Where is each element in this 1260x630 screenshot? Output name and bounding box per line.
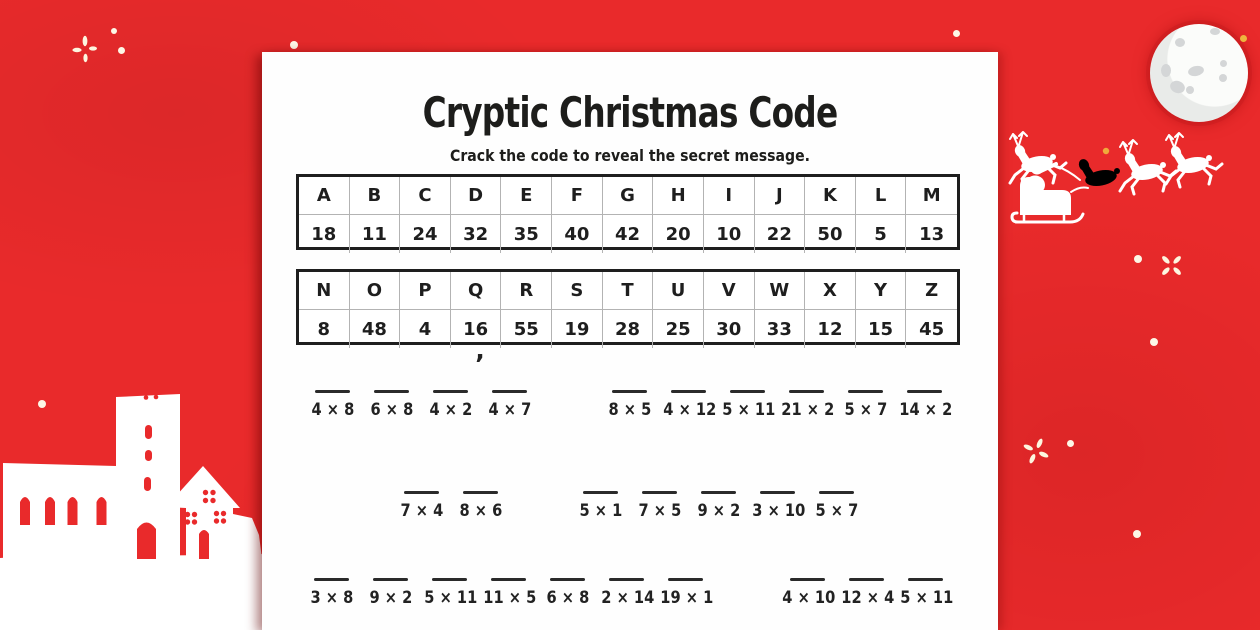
snow-dot — [290, 41, 298, 49]
code-value-cell: 50 — [805, 215, 856, 253]
answer-blank-line — [819, 491, 854, 494]
snow-dot — [111, 28, 117, 34]
answer-word-group — [571, 491, 866, 520]
code-value-cell: 15 — [856, 310, 907, 348]
moon-crater — [1187, 64, 1205, 77]
answer-blank-line — [907, 390, 942, 393]
code-letter-cell: G — [603, 177, 654, 215]
answer-cell — [600, 390, 659, 419]
code-letter-cell: I — [704, 177, 755, 215]
code-value-cell: 40 — [552, 215, 603, 253]
glow-dot — [1240, 35, 1247, 42]
page-title: Cryptic Christmas Code — [422, 88, 838, 137]
answer-cell — [807, 491, 866, 520]
code-value-cell: 42 — [603, 215, 654, 253]
code-letter-cell: W — [755, 272, 806, 310]
worksheet-paper — [262, 52, 998, 630]
answer-blank-line — [701, 491, 736, 494]
answer-blank-line — [314, 578, 349, 581]
multiplication-expression: 3 × 10 — [752, 501, 806, 521]
multiplication-expression: 14 × 2 — [899, 400, 953, 420]
rudolph-glow-dot — [1103, 148, 1109, 154]
answer-cell — [451, 491, 510, 520]
code-letter-cell: R — [501, 272, 552, 310]
multiplication-expression: 6 × 8 — [370, 400, 413, 420]
code-letter-cell: S — [552, 272, 603, 310]
code-letter-cell: M — [906, 177, 957, 215]
code-value-cell: 12 — [805, 310, 856, 348]
code-letter-cell: P — [400, 272, 451, 310]
multiplication-expression: 4 × 12 — [663, 400, 717, 420]
code-value-cell: 10 — [704, 215, 755, 253]
code-letter-cell: K — [805, 177, 856, 215]
answer-cell — [837, 578, 896, 607]
snow-dot — [953, 30, 960, 37]
apostrophe-mark: ’ — [475, 350, 485, 380]
answer-blank-line — [908, 578, 943, 581]
answer-word-group — [392, 491, 510, 520]
answer-blank-line — [642, 491, 677, 494]
answer-word-group — [303, 390, 539, 419]
code-letter-cell: D — [451, 177, 502, 215]
code-value-cell: 24 — [400, 215, 451, 253]
multiplication-expression: 5 × 11 — [722, 400, 776, 420]
answer-blank-line — [373, 578, 408, 581]
answer-blank-line — [760, 491, 795, 494]
answer-cell — [361, 578, 420, 607]
moon-crater — [1220, 60, 1227, 67]
answer-blank-line — [463, 491, 498, 494]
moon-crater — [1175, 38, 1185, 47]
code-letter-cell: H — [653, 177, 704, 215]
multiplication-expression: 8 × 5 — [608, 400, 651, 420]
answer-blank-line — [550, 578, 585, 581]
code-value-cell: 5 — [856, 215, 907, 253]
code-value-cell: 48 — [350, 310, 401, 348]
code-letter-cell: Y — [856, 272, 907, 310]
answer-blank-line — [492, 390, 527, 393]
answer-blank-line — [671, 390, 706, 393]
code-value-cell: 32 — [451, 215, 502, 253]
code-value-cell: 33 — [755, 310, 806, 348]
code-table-a-m — [296, 174, 960, 250]
code-value-cell: 45 — [919, 318, 945, 340]
answer-cell — [656, 578, 715, 607]
code-letter-cell: T — [603, 272, 654, 310]
church-village-silhouette-icon — [0, 393, 270, 630]
answer-word-group — [600, 390, 954, 419]
star-sparkle-icon — [1022, 437, 1050, 465]
answer-blank-line — [609, 578, 644, 581]
multiplication-expression: 4 × 10 — [782, 588, 836, 608]
answer-cell — [896, 578, 955, 607]
code-value-cell: 20 — [653, 215, 704, 253]
code-value-cell: 13 — [919, 223, 945, 245]
answer-cell — [718, 390, 777, 419]
code-letter-cell: N — [299, 272, 350, 310]
answer-cell — [597, 578, 656, 607]
answer-blank-line — [583, 491, 618, 494]
answer-cell — [778, 578, 837, 607]
answer-cell — [571, 491, 630, 520]
answer-word-group — [302, 578, 715, 607]
answer-blank-line — [848, 390, 883, 393]
answer-blank-line — [404, 491, 439, 494]
answer-blank-line — [433, 390, 468, 393]
answer-cell — [538, 578, 597, 607]
answer-word-group — [778, 578, 955, 607]
answer-blank-line — [849, 578, 884, 581]
snow-dot — [1067, 440, 1074, 447]
code-letter-cell: L — [856, 177, 907, 215]
code-value-cell: 22 — [755, 215, 806, 253]
answer-cell — [420, 578, 479, 607]
answer-cell — [630, 491, 689, 520]
code-value-cell: 30 — [704, 310, 755, 348]
answer-cell — [777, 390, 836, 419]
multiplication-expression: 4 × 2 — [429, 400, 472, 420]
star-sparkle-icon — [1158, 252, 1185, 279]
code-letter-cell: V — [704, 272, 755, 310]
answer-cell — [480, 390, 539, 419]
code-value-cell: 35 — [501, 215, 552, 253]
answer-cell — [392, 491, 451, 520]
multiplication-expression: 5 × 1 — [579, 501, 622, 521]
code-table-n-z — [296, 269, 960, 345]
answer-blank-line — [491, 578, 526, 581]
multiplication-expression: 2 × 14 — [601, 588, 655, 608]
answer-blank-line — [432, 578, 467, 581]
snow-dot — [1150, 338, 1158, 346]
answer-cell — [421, 390, 480, 419]
multiplication-expression: 7 × 4 — [400, 501, 443, 521]
answer-blank-line — [790, 578, 825, 581]
multiplication-expression: 9 × 2 — [369, 588, 412, 608]
answer-cell — [659, 390, 718, 419]
code-letter-cell: A — [299, 177, 350, 215]
code-value-cell: 55 — [501, 310, 552, 348]
santa-sleigh-with-reindeer-icon — [1008, 130, 1260, 238]
answer-blank-line — [730, 390, 765, 393]
code-letter-cell: B — [350, 177, 401, 215]
code-letter-cell: Q — [451, 272, 502, 310]
code-letter-cell: J — [755, 177, 806, 215]
star-sparkle-icon — [72, 35, 99, 64]
code-value-cell: 19 — [552, 310, 603, 348]
code-value-cell: 18 — [299, 215, 350, 253]
multiplication-expression: 5 × 7 — [815, 501, 858, 521]
code-letter-cell: Z — [906, 272, 957, 310]
code-letter-cell: U — [653, 272, 704, 310]
multiplication-expression: 21 × 2 — [781, 400, 835, 420]
moon-crater — [1210, 28, 1220, 35]
multiplication-expression: 4 × 7 — [488, 400, 531, 420]
answer-cell — [748, 491, 807, 520]
code-letter-cell: C — [400, 177, 451, 215]
code-value-cell: 4 — [400, 310, 451, 348]
moon-crater — [1168, 79, 1186, 95]
snow-dot — [1134, 255, 1142, 263]
multiplication-expression: 9 × 2 — [697, 501, 740, 521]
multiplication-expression: 3 × 8 — [310, 588, 353, 608]
answer-blank-line — [315, 390, 350, 393]
answer-cell — [303, 390, 362, 419]
multiplication-expression: 4 × 8 — [311, 400, 354, 420]
answer-cell — [836, 390, 895, 419]
answer-blank-line — [374, 390, 409, 393]
answer-cell — [302, 578, 361, 607]
answer-cell — [479, 578, 538, 607]
code-letter-cell: O — [350, 272, 401, 310]
code-value-cell: 25 — [653, 310, 704, 348]
snow-dot — [118, 47, 125, 54]
moon-crater — [1186, 86, 1194, 94]
answer-blank-line — [668, 578, 703, 581]
multiplication-expression: 11 × 5 — [483, 588, 537, 608]
answer-blank-line — [789, 390, 824, 393]
code-value-cell: 28 — [603, 310, 654, 348]
snow-dot — [1133, 530, 1141, 538]
code-letter-cell: E — [501, 177, 552, 215]
moon-crater — [1219, 74, 1227, 82]
answer-blank-line — [612, 390, 647, 393]
answer-cell — [895, 390, 954, 419]
code-letter-cell: F — [552, 177, 603, 215]
code-letter-cell: X — [805, 272, 856, 310]
multiplication-expression: 5 × 11 — [900, 588, 954, 608]
moon-icon — [1150, 24, 1248, 122]
answer-cell — [362, 390, 421, 419]
multiplication-expression: 12 × 4 — [841, 588, 895, 608]
snow-dot — [38, 400, 46, 408]
multiplication-expression: 19 × 1 — [660, 588, 714, 608]
code-value-cell: 16 — [451, 310, 502, 348]
multiplication-expression: 6 × 8 — [546, 588, 589, 608]
code-value-cell: 8 — [299, 310, 350, 348]
moon-crater — [1161, 64, 1171, 77]
answer-cell — [689, 491, 748, 520]
page-subtitle: Crack the code to reveal the secret message. — [450, 146, 810, 165]
multiplication-expression: 5 × 7 — [844, 400, 887, 420]
code-value-cell: 11 — [350, 215, 401, 253]
multiplication-expression: 7 × 5 — [638, 501, 681, 521]
multiplication-expression: 8 × 6 — [459, 501, 502, 521]
multiplication-expression: 5 × 11 — [424, 588, 478, 608]
